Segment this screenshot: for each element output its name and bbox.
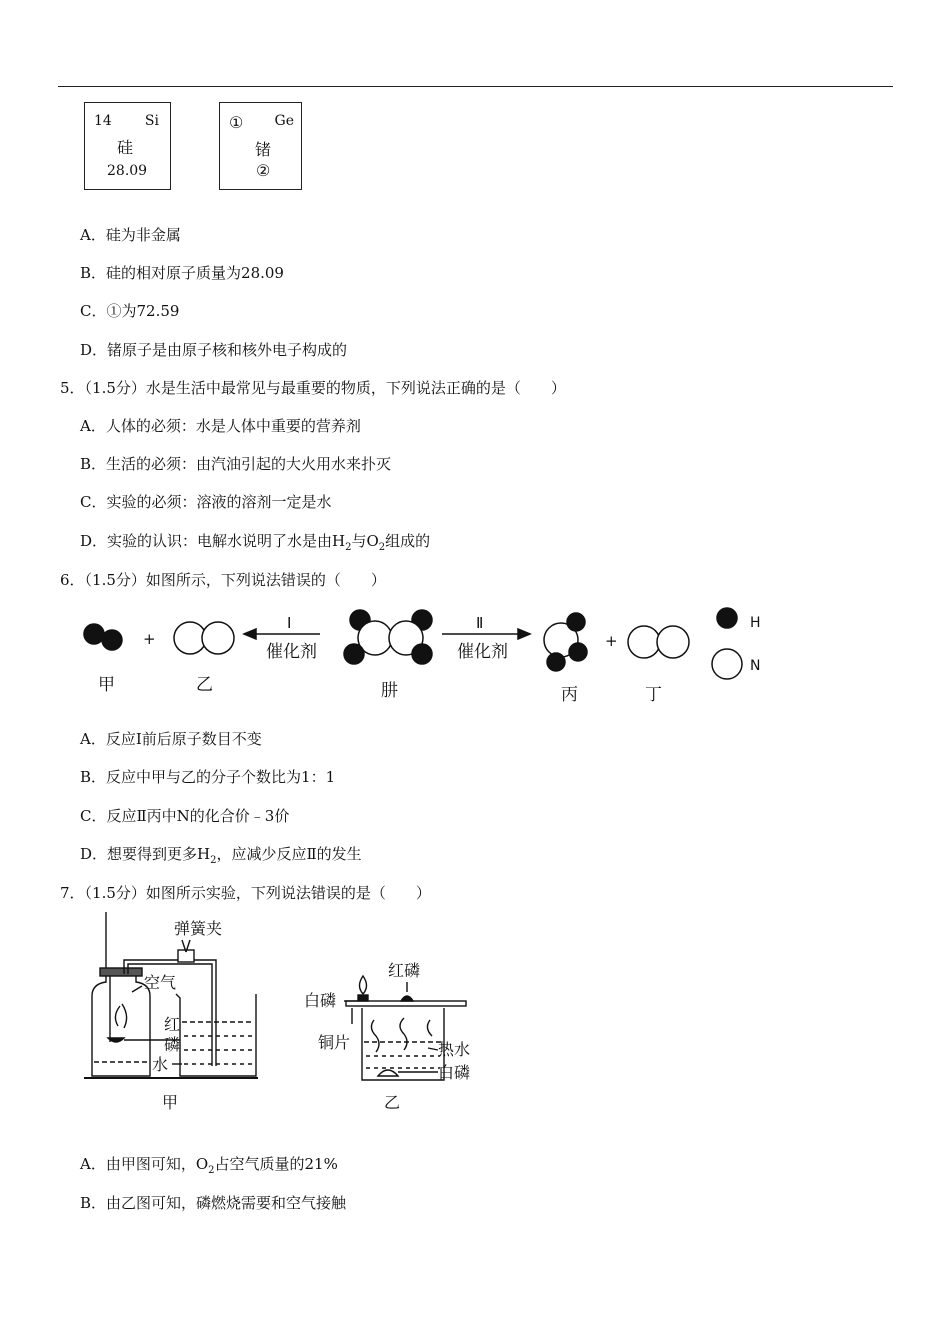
subscript: 2 bbox=[210, 855, 217, 866]
legend-h-atom bbox=[717, 608, 737, 628]
text: ，应减少反应Ⅱ的发生 bbox=[216, 845, 362, 863]
label-hot-water: 热水 bbox=[438, 1040, 471, 1059]
n-atom bbox=[174, 622, 206, 654]
n-atom bbox=[202, 622, 234, 654]
subscript: 2 bbox=[208, 1165, 215, 1176]
element-symbol: Si bbox=[144, 113, 159, 129]
atomic-mass: 28.09 bbox=[107, 163, 148, 179]
q7-stem: 7．（1.5分）如图所示实验，下列说法错误的是（ ） bbox=[60, 884, 431, 902]
text: D．想要得到更多H bbox=[80, 845, 211, 863]
q5-option-c: C．实验的必须：溶液的溶剂一定是水 bbox=[80, 493, 332, 511]
q4-option-a: A．硅为非金属 bbox=[80, 226, 181, 244]
q7-experiment-figure bbox=[0, 912, 950, 1122]
label-spring-clip: 弹簧夹 bbox=[174, 919, 223, 938]
q5-option-b: B．生活的必须：由汽油引起的大火用水来扑灭 bbox=[80, 455, 392, 473]
label-water: 水 bbox=[152, 1055, 169, 1074]
subscript: 2 bbox=[345, 542, 352, 553]
text: 组成的 bbox=[385, 532, 431, 550]
label-air: 空气 bbox=[144, 973, 177, 992]
q6-option-b: B．反应中甲与乙的分子个数比为1：1 bbox=[80, 768, 336, 786]
n-atom bbox=[628, 626, 660, 658]
header-rule bbox=[58, 86, 893, 87]
plus-sign: + bbox=[605, 632, 618, 650]
q6-stem: 6．（1.5分）如图所示，下列说法错误的（ ） bbox=[60, 571, 386, 589]
q5-option-a: A．人体的必须：水是人体中重要的营养剂 bbox=[80, 417, 361, 435]
h-atom bbox=[567, 613, 585, 631]
h-atom bbox=[547, 653, 565, 671]
element-card-germanium bbox=[219, 102, 302, 190]
q6-reaction-figure bbox=[0, 600, 950, 710]
label-yi: 乙 bbox=[384, 1093, 401, 1112]
q4-option-c: C．①为72.59 bbox=[80, 302, 180, 320]
plus-sign: + bbox=[143, 630, 156, 648]
q4-option-b: B．硅的相对原子质量为28.09 bbox=[80, 264, 284, 282]
text: D．实验的认识：电解水说明了水是由H bbox=[80, 532, 346, 550]
atomic-number: ① bbox=[229, 113, 244, 132]
element-symbol: Ge bbox=[274, 113, 294, 129]
label-phos: 磷 bbox=[164, 1035, 181, 1054]
label-red: 红 bbox=[164, 1015, 181, 1034]
label-jia: 甲 bbox=[98, 675, 115, 695]
catalyst-label-1: 催化剂 bbox=[266, 642, 317, 662]
h-atom bbox=[412, 644, 432, 664]
label-jing: 肼 bbox=[381, 681, 398, 701]
label-white-phos: 白磷 bbox=[304, 991, 337, 1010]
q7-option-a bbox=[80, 1153, 338, 1176]
label-bing: 丙 bbox=[561, 685, 578, 705]
reaction-1-label: Ⅰ bbox=[287, 614, 292, 632]
legend-h-label: H bbox=[750, 615, 761, 631]
q4-option-d: D．锗原子是由原子核和核外电子构成的 bbox=[80, 341, 348, 359]
text: 与O bbox=[351, 532, 379, 550]
catalyst-label-2: 催化剂 bbox=[457, 642, 508, 662]
label-white-phos-2: 白磷 bbox=[438, 1063, 471, 1082]
h-atom bbox=[344, 644, 364, 664]
q6-option-a: A．反应Ⅰ前后原子数目不变 bbox=[80, 730, 262, 748]
n-atom bbox=[657, 626, 689, 658]
reaction-2-label: Ⅱ bbox=[476, 614, 484, 632]
q5-option-d bbox=[80, 530, 430, 553]
q6-option-d bbox=[80, 843, 362, 866]
label-jia: 甲 bbox=[162, 1093, 179, 1112]
text: A．由甲图可知，O bbox=[80, 1155, 209, 1173]
atomic-mass: ② bbox=[256, 161, 271, 180]
element-card-silicon bbox=[84, 102, 171, 190]
h-atom bbox=[569, 643, 587, 661]
h-atom bbox=[84, 624, 104, 644]
subscript: 2 bbox=[378, 542, 386, 553]
legend-n-label: N bbox=[750, 658, 761, 674]
label-copper: 铜片 bbox=[318, 1033, 351, 1052]
q6-option-c: C．反应Ⅱ丙中N的化合价﹣3价 bbox=[80, 807, 290, 825]
label-ding: 丁 bbox=[645, 685, 662, 705]
text: 占空气质量的21% bbox=[214, 1155, 338, 1173]
label-red-phos: 红磷 bbox=[388, 961, 421, 980]
legend-n-atom bbox=[712, 649, 742, 679]
atomic-number: 14 bbox=[94, 113, 112, 129]
element-name: 硅 bbox=[117, 138, 134, 157]
h-atom bbox=[102, 630, 122, 650]
label-yi: 乙 bbox=[196, 675, 213, 695]
q5-stem: 5．（1.5分）水是生活中最常见与最重要的物质，下列说法正确的是（ ） bbox=[60, 379, 566, 397]
element-name: 锗 bbox=[255, 140, 272, 159]
q7-option-b: B．由乙图可知，磷燃烧需要和空气接触 bbox=[80, 1194, 347, 1212]
